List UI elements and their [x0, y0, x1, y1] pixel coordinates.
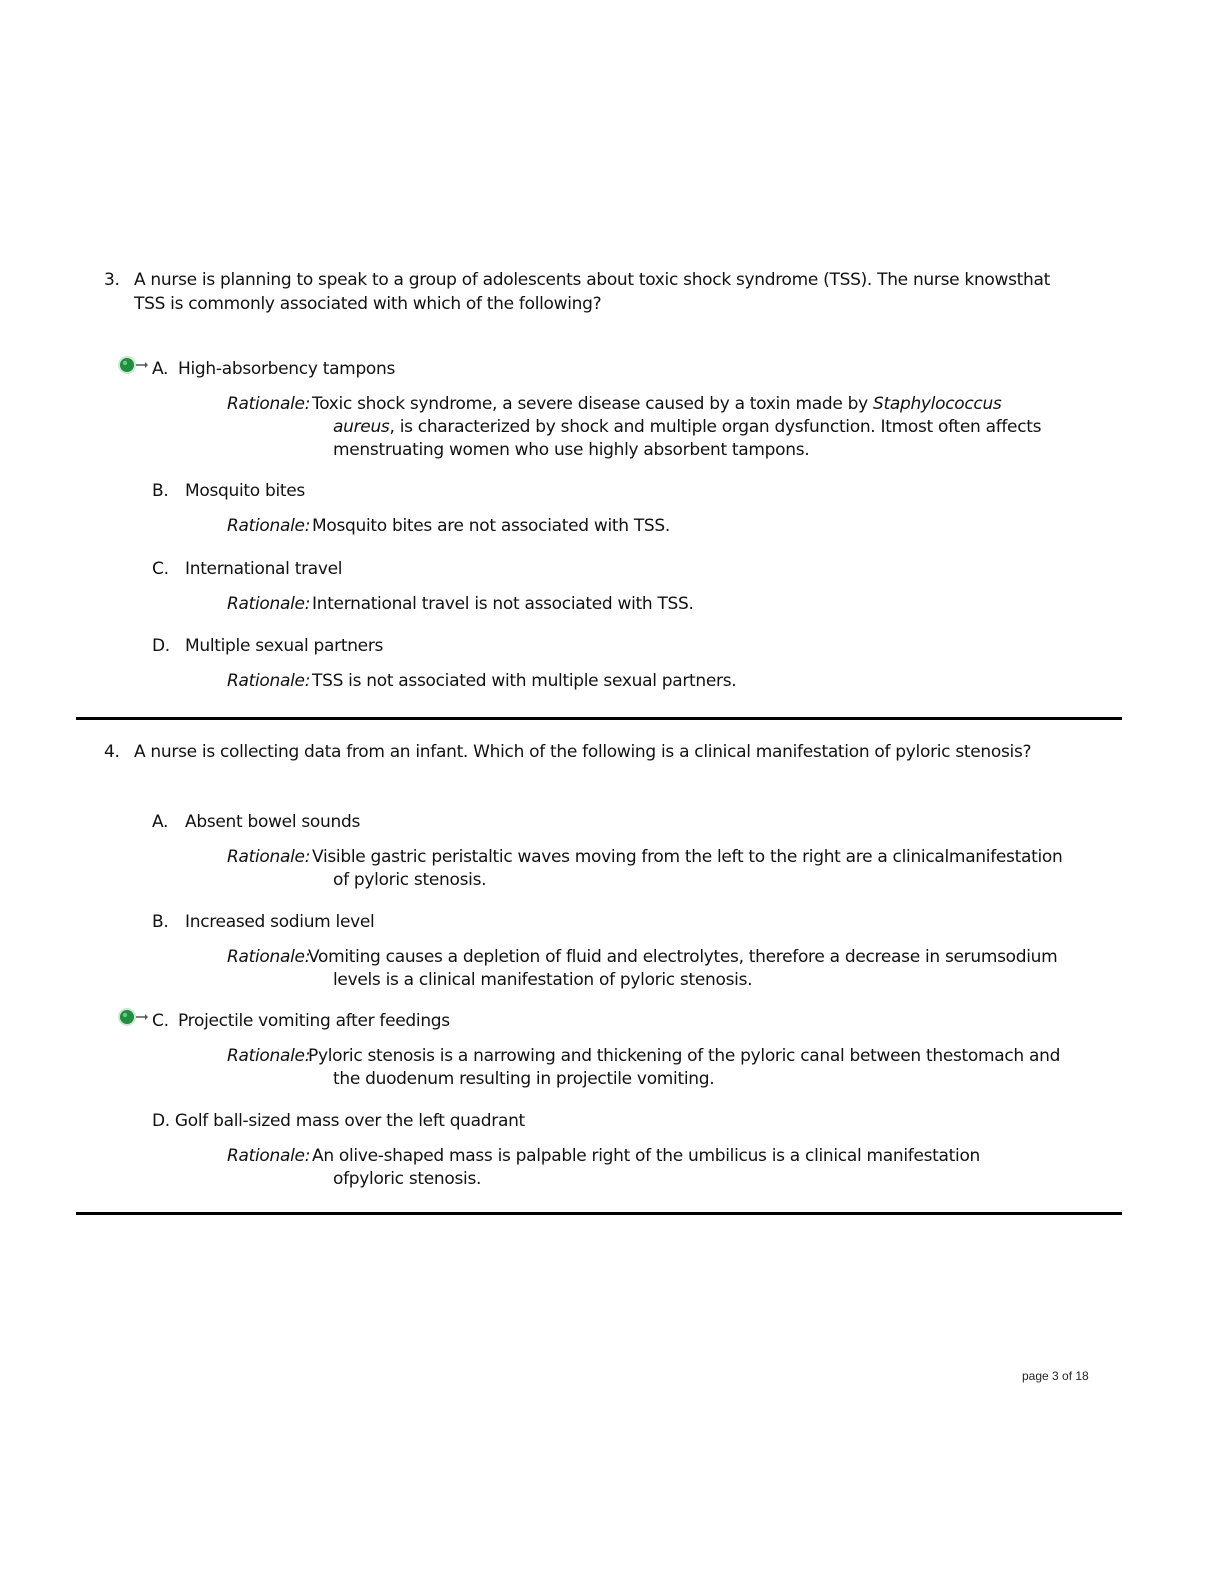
- rationale-text: International travel is not associated with TSS.: [312, 594, 694, 614]
- rationale-text: An olive-shaped mass is palpable right of the umbilicus is a clinical manifestation ofpyloric stenosis.: [312, 1146, 981, 1189]
- rationale-text: Mosquito bites are not associated with TSS.: [312, 516, 671, 536]
- rationale-text: Pyloric stenosis is a narrowing and thickening of the pyloric canal between thestomach and the duodenum resulting in projectile vomiting.: [308, 1046, 1061, 1089]
- rationale: [227, 946, 1087, 992]
- rationale-label: Rationale:: [227, 947, 311, 967]
- rationale-text: Vomiting causes a depletion of fluid and electrolytes, therefore a decrease in serumsodium levels is a clinical manifestation of pyloric stenosis.: [308, 947, 1058, 990]
- answer-option-c: [152, 557, 342, 581]
- rationale-label: Rationale:: [227, 1046, 311, 1066]
- answer-option-b: [152, 910, 374, 934]
- question-text: A nurse is planning to speak to a group of adolescents about toxic shock syndrome (TSS). The nurse knowsthat TSS is commonly associated with which of the following?: [134, 270, 1051, 314]
- option-text: Mosquito bites: [185, 481, 305, 501]
- rationale-text: [227, 393, 1047, 462]
- question-number: 3.: [104, 270, 120, 290]
- option-letter: C.: [152, 1011, 169, 1031]
- answer-option-a: [152, 357, 395, 381]
- option-letter: D.: [152, 1111, 170, 1131]
- question-divider: [76, 717, 1122, 720]
- rationale-text-part: , is characterized by shock and multiple organ dysfunction. Itmost often affects menstruating women who use highly absorbent tampons.: [333, 417, 1042, 460]
- question-text: A nurse is collecting data from an infant. Which of the following is a clinical manifestation of pyloric stenosis?: [134, 742, 1032, 762]
- option-letter: A.: [152, 359, 169, 379]
- rationale: [227, 670, 1077, 693]
- option-text: International travel: [185, 559, 343, 579]
- option-text: Multiple sexual partners: [185, 636, 384, 656]
- option-letter: B.: [152, 912, 169, 932]
- question-number: 4.: [104, 742, 120, 762]
- question-divider: [76, 1212, 1122, 1215]
- rationale: [227, 1145, 1032, 1191]
- option-letter: C.: [152, 559, 169, 579]
- answer-option-d: [152, 634, 383, 658]
- option-text: Projectile vomiting after feedings: [178, 1011, 450, 1031]
- option-text: Increased sodium level: [185, 912, 375, 932]
- rationale-label: Rationale:: [227, 1146, 311, 1166]
- rationale-text: Visible gastric peristaltic waves moving from the left to the right are a clinicalmanifestation of pyloric stenosis.: [312, 847, 1063, 890]
- rationale-text: TSS is not associated with multiple sexual partners.: [312, 671, 737, 691]
- rationale-label: Rationale:: [227, 671, 311, 691]
- species-name: Staphylococcus aureus: [333, 394, 1002, 437]
- rationale-label: Rationale:: [227, 394, 311, 414]
- rationale-label: Rationale:: [227, 516, 311, 536]
- rationale: [227, 846, 1077, 892]
- option-text: High-absorbency tampons: [178, 359, 396, 379]
- answer-option-c: [152, 1009, 450, 1033]
- correct-answer-marker-icon: [116, 1007, 148, 1027]
- rationale: [227, 1045, 1067, 1091]
- answer-option-b: [152, 479, 305, 503]
- option-letter: A.: [152, 812, 169, 832]
- answer-option-a: [152, 810, 360, 834]
- rationale: [227, 515, 1077, 538]
- option-text: Golf ball-sized mass over the left quadrant: [174, 1111, 525, 1131]
- question-stem: [104, 268, 1064, 316]
- page-number: page 3 of 18: [1022, 1369, 1089, 1383]
- rationale: [227, 593, 1077, 616]
- rationale: [227, 393, 1047, 462]
- option-letter: B.: [152, 481, 169, 501]
- option-text: Absent bowel sounds: [185, 812, 361, 832]
- rationale-label: Rationale:: [227, 847, 311, 867]
- rationale-label: Rationale:: [227, 594, 311, 614]
- option-letter: D.: [152, 636, 170, 656]
- rationale-text-part: Toxic shock syndrome, a severe disease caused by a toxin made by: [312, 394, 873, 414]
- question-stem: [104, 740, 1114, 764]
- correct-answer-marker-icon: [116, 355, 148, 375]
- answer-option-d: [152, 1109, 525, 1133]
